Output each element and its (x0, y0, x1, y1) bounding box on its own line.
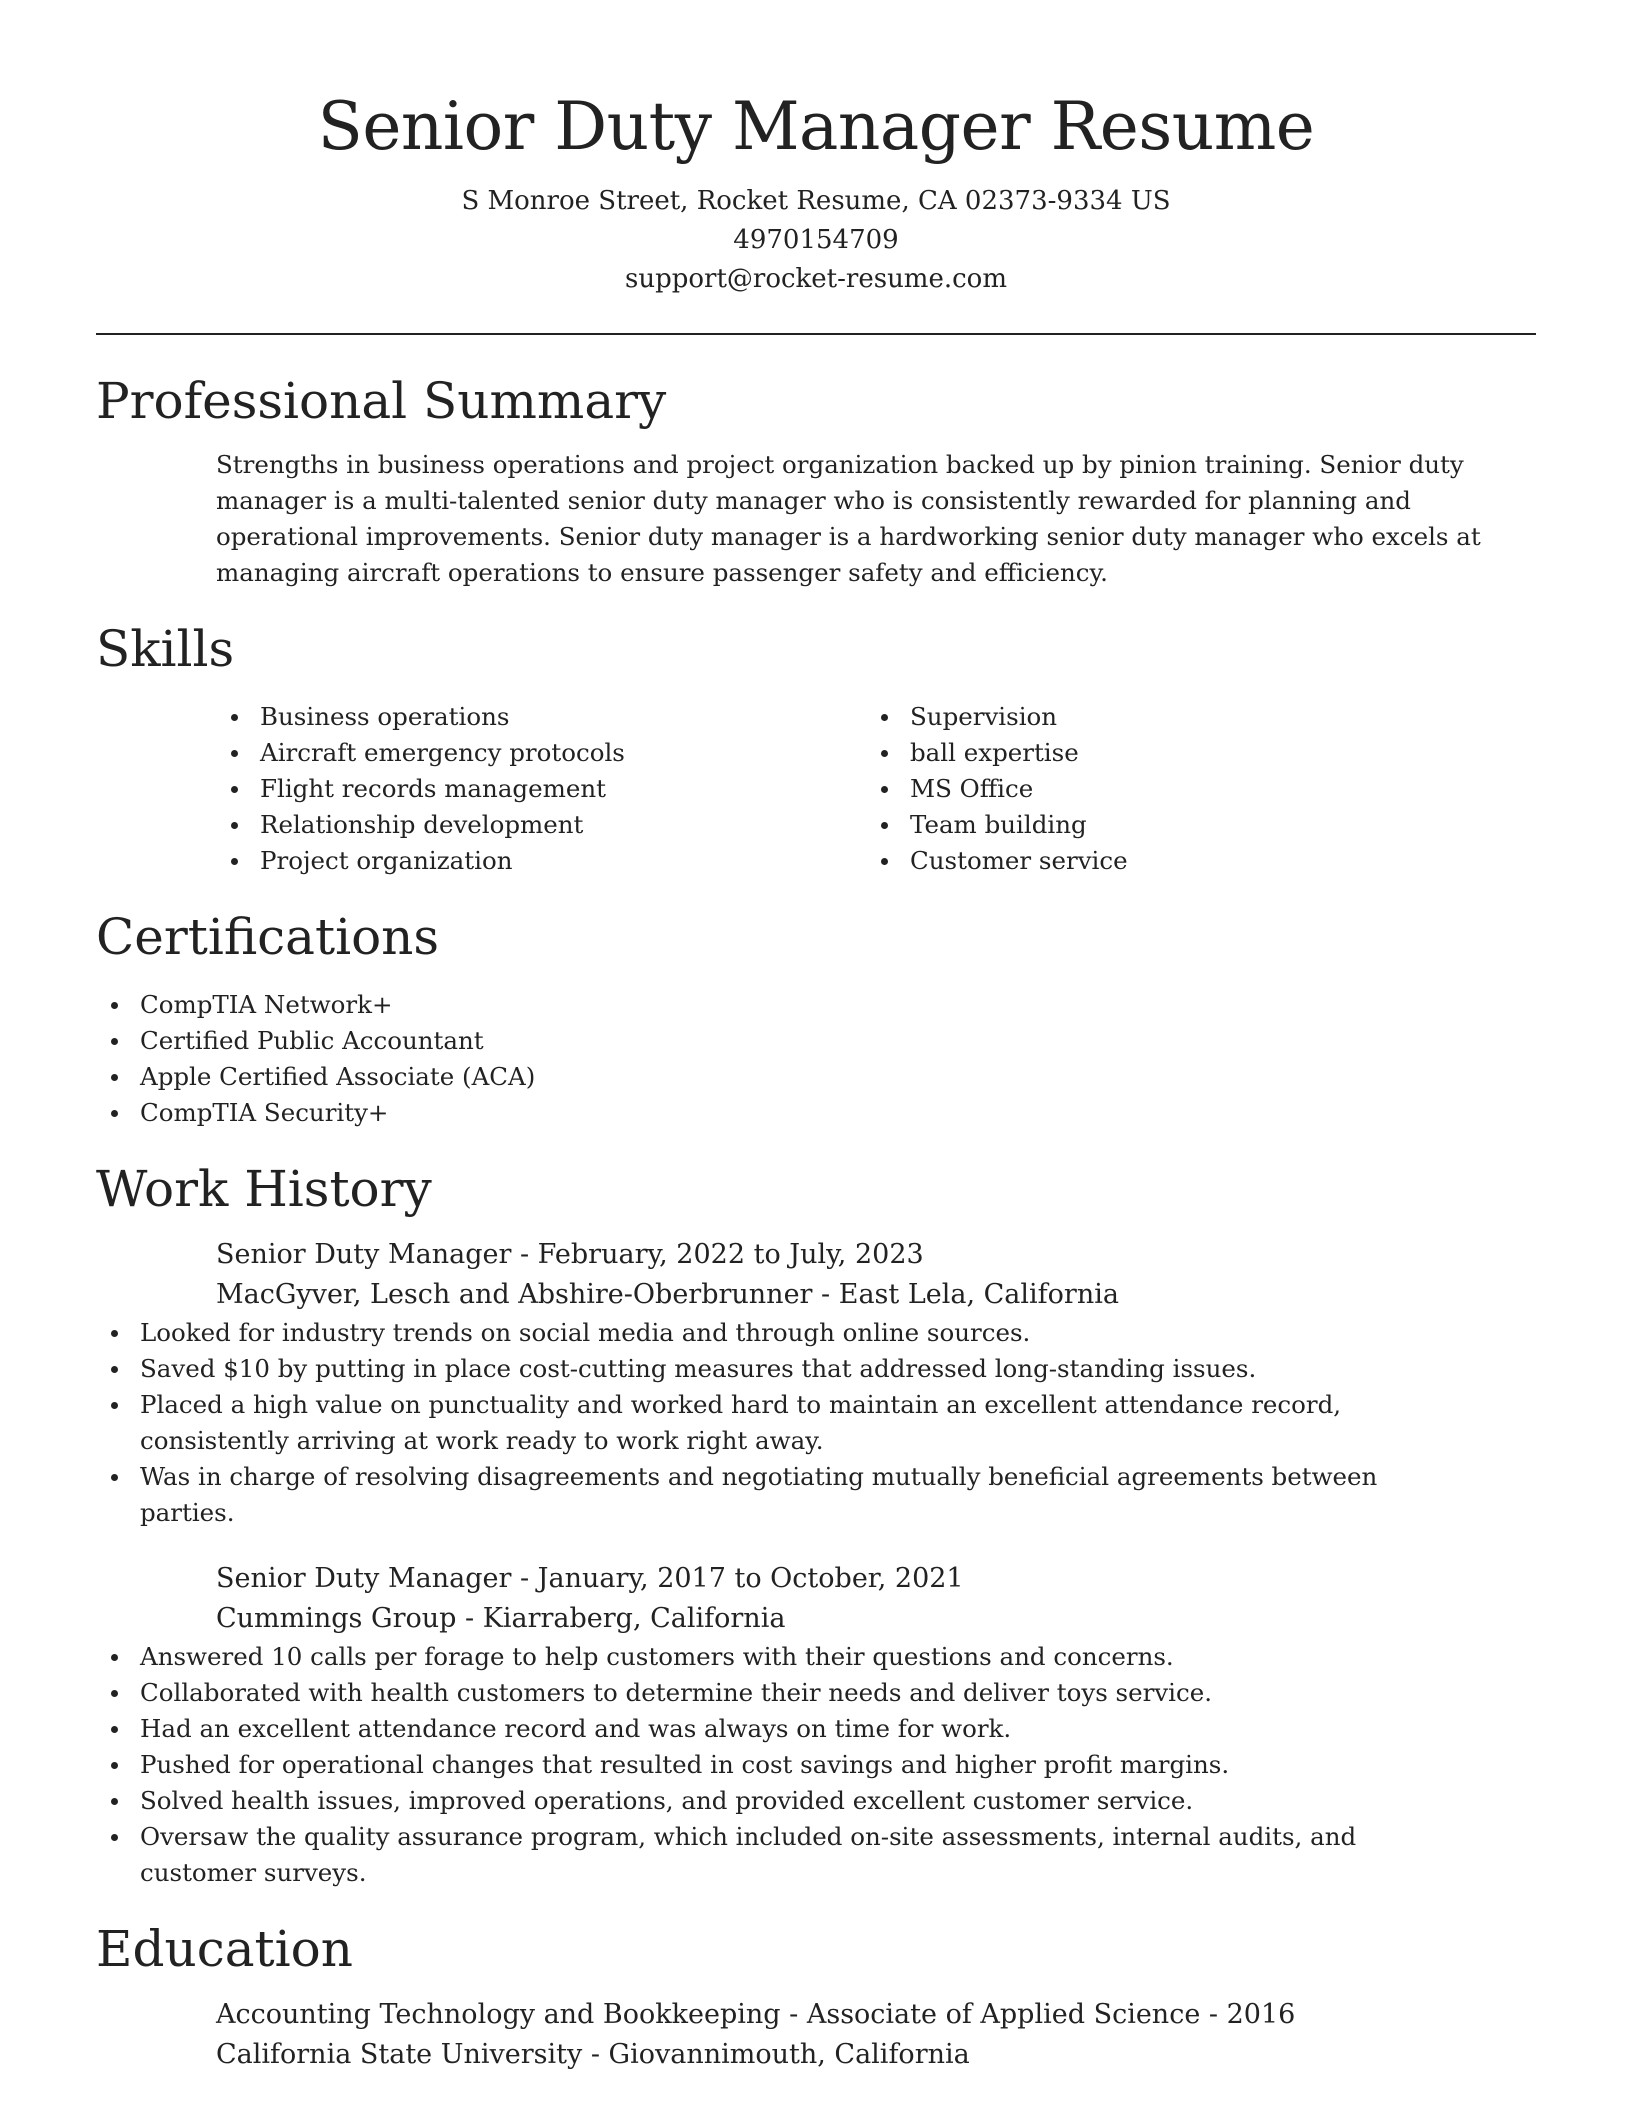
certifications-list (96, 987, 1536, 1131)
job-bullet: Oversaw the quality assurance program, which included on-site assessments, internal audits, and customer surveys. (96, 1819, 1436, 1891)
work-heading: Work History (96, 1160, 432, 1218)
job-company-line: Cummings Group - Kiarraberg, California (216, 1603, 786, 1634)
certifications-heading: Certifications (96, 908, 440, 966)
education-section (96, 1917, 1536, 2075)
skill-item: Business operations (216, 699, 866, 735)
header-divider (96, 333, 1536, 335)
certification-item: CompTIA Security+ (96, 1095, 1536, 1131)
certification-item: Apple Certified Associate (ACA) (96, 1059, 1536, 1095)
job-bullets (96, 1639, 1436, 1891)
contact-email: support@rocket-resume.com (624, 264, 1007, 294)
work-section (96, 1157, 1536, 1891)
resume-title: Senior Duty Manager Resume (317, 88, 1315, 165)
job-title-line: Senior Duty Manager - February, 2022 to July, 2023 (216, 1239, 924, 1270)
job-bullet: Looked for industry trends on social media and through online sources. (96, 1315, 1436, 1351)
skill-item: Relationship development (216, 807, 866, 843)
job-bullet: Was in charge of resolving disagreements and negotiating mutually beneficial agreements between parties. (96, 1459, 1436, 1531)
job-bullet: Pushed for operational changes that resulted in cost savings and higher profit margins. (96, 1747, 1436, 1783)
skill-item: Team building (866, 807, 1516, 843)
certification-item: Certified Public Accountant (96, 1023, 1536, 1059)
summary-heading: Professional Summary (96, 372, 667, 430)
skills-columns (216, 699, 1536, 879)
job-bullet: Saved $10 by putting in place cost-cutting measures that addressed long-standing issues. (96, 1351, 1436, 1387)
resume-header (96, 0, 1536, 299)
job-entry (96, 1235, 1536, 1531)
contact-address: S Monroe Street, Rocket Resume, CA 02373-9334 US (461, 186, 1171, 216)
resume-page (96, 0, 1536, 2075)
education-degree-line: Accounting Technology and Bookkeeping - Associate of Applied Science - 2016 (216, 1999, 1296, 2030)
job-bullet: Collaborated with health customers to determine their needs and deliver toys service. (96, 1675, 1436, 1711)
skill-item: Aircraft emergency protocols (216, 735, 866, 771)
summary-text: Strengths in business operations and project organization backed up by pinion training. Senior duty manager is a multi-talented senior duty manager who is consistently rewarded for planning and operational improvements. Senior duty manager is a hardworking senior duty manager who excels at managing aircraft operations to ensure passenger safety and efficiency. (216, 450, 1481, 587)
summary-section (96, 369, 1536, 591)
skill-item: Supervision (866, 699, 1516, 735)
skills-list-right (866, 699, 1516, 879)
job-bullet: Placed a high value on punctuality and worked hard to maintain an excellent attendance record, consistently arriving at work ready to work right away. (96, 1387, 1436, 1459)
job-bullet: Solved health issues, improved operations, and provided excellent customer service. (96, 1783, 1436, 1819)
job-bullets (96, 1315, 1436, 1531)
contact-phone: 4970154709 (733, 225, 899, 255)
skills-section (96, 617, 1536, 879)
education-school-line: California State University - Giovannimouth, California (216, 2039, 970, 2070)
contact-block (96, 182, 1536, 299)
skill-item: Customer service (866, 843, 1516, 879)
skill-item: Project organization (216, 843, 866, 879)
education-heading: Education (96, 1920, 353, 1978)
job-bullet: Had an excellent attendance record and was always on time for work. (96, 1711, 1436, 1747)
skill-item: MS Office (866, 771, 1516, 807)
job-entry (96, 1559, 1536, 1891)
job-company-line: MacGyver, Lesch and Abshire-Oberbrunner - East Lela, California (216, 1279, 1119, 1310)
skills-list-left (216, 699, 866, 879)
skill-item: Flight records management (216, 771, 866, 807)
skill-item: ball expertise (866, 735, 1516, 771)
certifications-section (96, 905, 1536, 1131)
certification-item: CompTIA Network+ (96, 987, 1536, 1023)
education-entry (96, 1995, 1536, 2075)
job-bullet: Answered 10 calls per forage to help customers with their questions and concerns. (96, 1639, 1436, 1675)
job-title-line: Senior Duty Manager - January, 2017 to October, 2021 (216, 1563, 964, 1594)
skills-heading: Skills (96, 620, 235, 678)
